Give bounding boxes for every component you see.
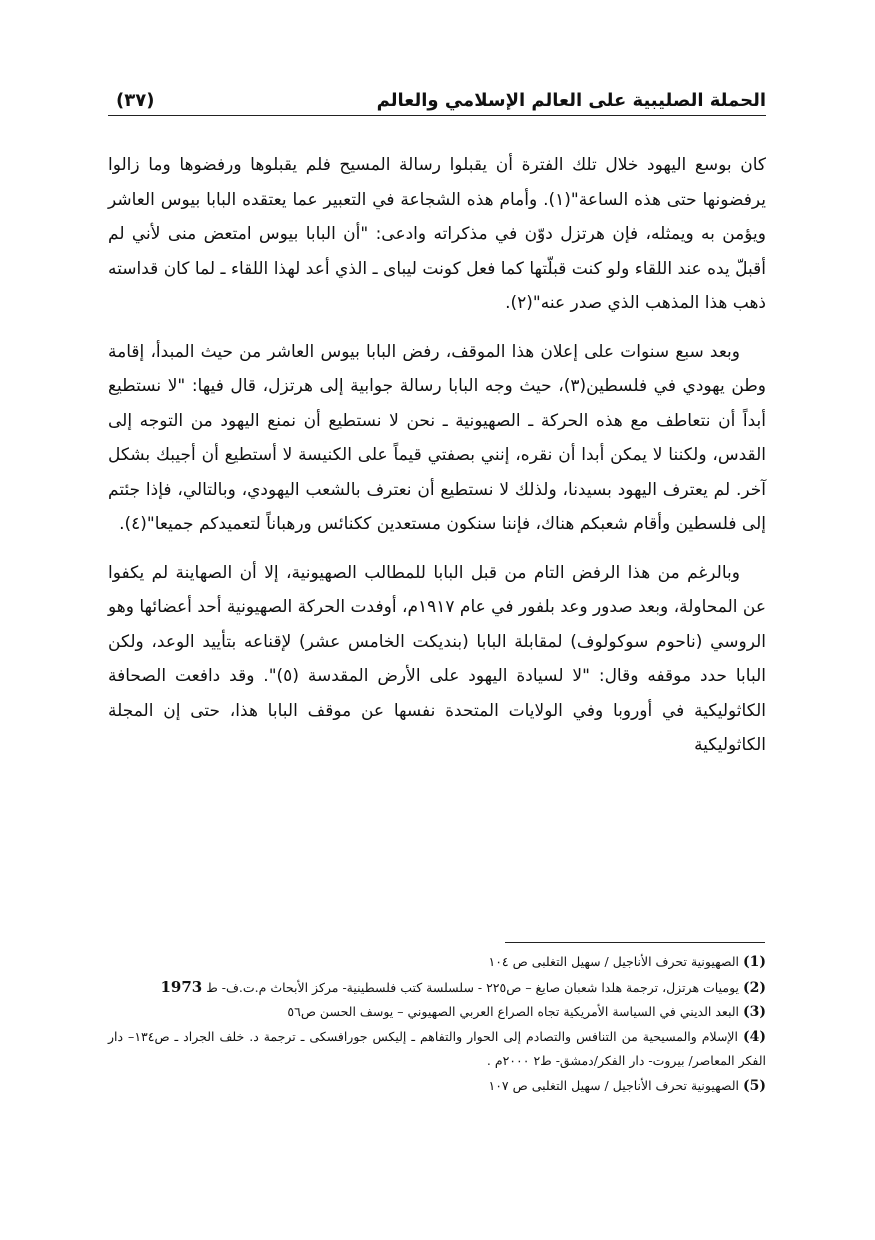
book-title: الحملة الصليبية على العالم الإسلامي والعالم: [376, 90, 766, 111]
footnote-1: [108, 950, 766, 975]
header-rule: [108, 115, 766, 116]
footnote-5: [108, 1074, 766, 1099]
footnote-number: (5): [743, 1077, 766, 1094]
footnote-year: 1973: [160, 977, 203, 996]
footnote-separator: [505, 942, 765, 943]
footnote-text: البعد الديني في السياسة الأمريكية تجاه الصراع العربي الصهيوني – يوسف الحسن ص٥٦: [287, 1004, 740, 1019]
footnote-number: (1): [743, 954, 766, 970]
footnote-3: [108, 1000, 766, 1025]
paragraph-2: وبعد سبع سنوات على إعلان هذا الموقف، رفض البابا بيوس العاشر من حيث المبدأ، إقامة وطن يهودي في فلسطين(٣)، حيث وجه البابا رسالة جوابية إلى هرتزل، قال فيها: "لا نستطيع أبداً أن نتعاطف مع هذه الحركة ـ الصهيونية ـ نحن لا نستطيع أن نمنع اليهود من التوجه إلى القدس، ولكننا لا يمكن أبدا أن نقره، إنني بصفتي قيماً على الكنيسة لا أستطيع أن أجيبك بشكل آخر. لم يعترف اليهود بسيدنا، ولذلك لا نستطيع أن نعترف بالشعب اليهودي، وبالتالي، فإذا جئتم إلى فلسطين وأقام شعبكم هناك، فإننا سنكون مستعدين ككنائس ورهباناً لتعميدكم جميعا"(٤).: [108, 341, 766, 534]
footnote-number: (4): [743, 1028, 767, 1045]
footnote-number: (2): [743, 979, 766, 996]
footnote-text: الصهيونية تحرف الأناجيل / سهيل التغلبى ص ١٠٧: [488, 1077, 740, 1093]
footnote-2: [108, 975, 766, 1001]
footnote-4: [108, 1025, 766, 1074]
main-text: [108, 148, 766, 777]
footnote-text: يوميات هرتزل، ترجمة هلدا شعبان صايغ – ص٢٢٥ - سلسلسة كتب فلسطينية- مركز الأبحاث م.ت.ف- ط: [206, 979, 740, 995]
page-number: (٣٧): [116, 90, 155, 111]
paragraph-1: كان بوسع اليهود خلال تلك الفترة أن يقبلوا رسالة المسيح فلم يقبلوها ورفضوها وما زالوا يرفضونها حتى هذه الساعة"(١). وأمام هذه الشجاعة في التعبير عما يعتقده البابا بيوس العاشر ويؤمن به ويمثله، فإن هرتزل دوّن في مذكراته وادعى: "أن البابا بيوس امتعض منى لأني لم أقبلّ يده عند اللقاء ولو كنت قبلّتها كما فعل كونت ليباى ـ الذي أعد لهذا اللقاء ـ لما كان قداسته ذهب هذا المذهب الذي صدر عنه"(٢).: [108, 155, 767, 313]
running-header: [108, 82, 766, 116]
paragraph-3: وبالرغم من هذا الرفض التام من قبل البابا للمطالب الصهيونية، إلا أن الصهاينة لم يكفوا عن المحاولة، وبعد صدور وعد بلفور في عام ١٩١٧م، أوفدت الحركة الصهيونية أحد أعضائها وهو الروسي (ناحوم سوكولوف) لمقابلة البابا (بنديكت الخامس عشر) لإقناعه بتأييد الوعد، ولكن البابا حدد موقفه وقال: "لا لسيادة اليهود على الأرض المقدسة (٥)". وقد دافعت الصحافة الكاثوليكية في أوروبا وفي الولايات المتحدة نفسها عن موقف البابا هذا، حتى إن المجلة الكاثوليكية: [108, 562, 766, 755]
footnotes: [108, 950, 766, 1098]
footnote-number: (3): [743, 1004, 766, 1020]
footnote-text: الصهيونية تحرف الأناجيل / سهيل التغلبى ص ١٠٤: [488, 954, 740, 969]
footnote-text: الإسلام والمسيحية من التنافس والتصادم إلى الحوار والتفاهم ـ إليكس جورافسكى ـ ترجمة د. خلف الجراد ـ ص١٣٤– دار الفكر المعاصر/ بيروت- دار الفكر/دمشق- ط٢ ٢٠٠٠م .: [108, 1028, 766, 1068]
